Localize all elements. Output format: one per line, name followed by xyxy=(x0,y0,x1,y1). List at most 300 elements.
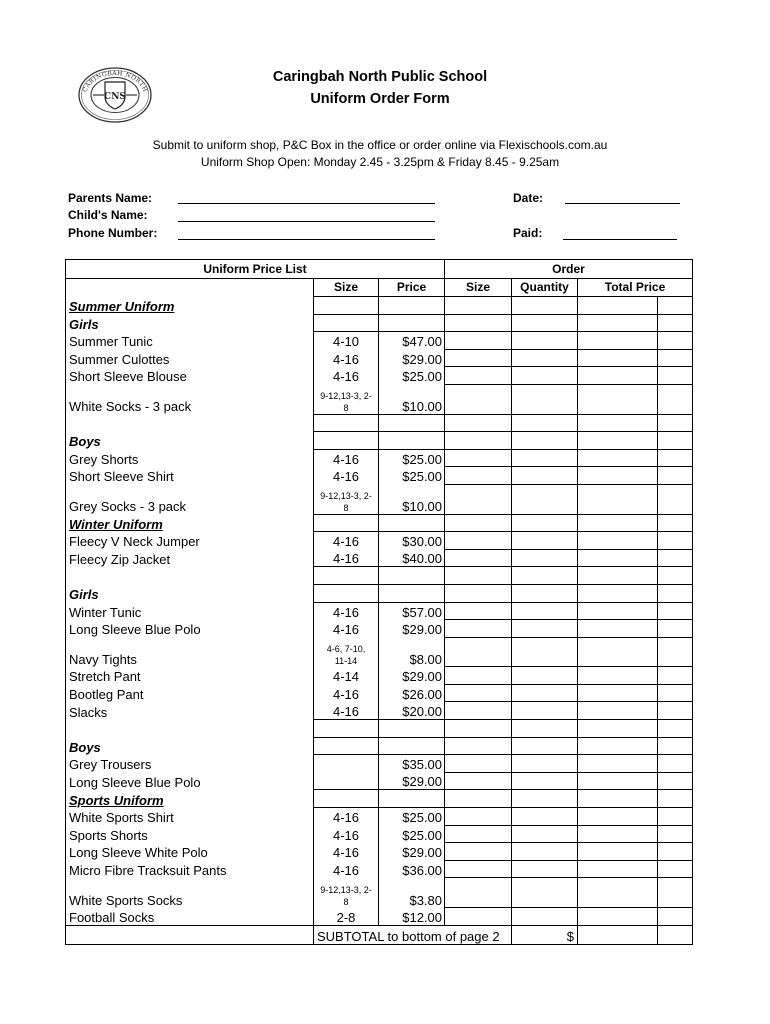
quantity-cell[interactable] xyxy=(512,432,578,450)
item-name: Fleecy V Neck Jumper xyxy=(66,532,314,550)
order-size-cell[interactable] xyxy=(445,449,512,467)
price-cell: $40.00 xyxy=(379,549,445,567)
size-cell: 4-16 xyxy=(314,808,379,826)
total-price-cell[interactable] xyxy=(578,532,658,550)
group-heading: Boys xyxy=(66,737,314,755)
total-price-cell[interactable] xyxy=(578,808,658,826)
total-price-extra-cell[interactable] xyxy=(658,349,693,367)
price-column-header: Price xyxy=(379,279,445,297)
item-name: White Sports Shirt xyxy=(66,808,314,826)
price-cell xyxy=(379,584,445,602)
total-price-extra-cell[interactable] xyxy=(658,467,693,485)
total-price-extra-cell[interactable] xyxy=(658,702,693,720)
total-price-cell[interactable] xyxy=(578,414,658,432)
form-title: Uniform Order Form xyxy=(310,91,450,107)
quantity-cell[interactable] xyxy=(512,314,578,332)
total-price-cell[interactable] xyxy=(578,825,658,843)
order-size-cell[interactable] xyxy=(445,755,512,773)
group-row xyxy=(66,584,693,602)
price-cell xyxy=(379,297,445,315)
quantity-cell[interactable] xyxy=(512,367,578,385)
total-price-extra-cell[interactable] xyxy=(658,332,693,350)
price-cell xyxy=(379,514,445,532)
total-price-extra-cell[interactable] xyxy=(658,549,693,567)
price-cell: $25.00 xyxy=(379,467,445,485)
total-price-extra-cell[interactable] xyxy=(658,432,693,450)
size-cell: 4-16 xyxy=(314,349,379,367)
order-size-cell[interactable] xyxy=(445,843,512,861)
order-size-cell[interactable] xyxy=(445,790,512,808)
parents-name-field[interactable] xyxy=(178,189,435,204)
item-name: Grey Socks - 3 pack xyxy=(66,484,314,514)
item-name: Slacks xyxy=(66,702,314,720)
total-price-extra-cell[interactable] xyxy=(658,637,693,667)
price-cell: $26.00 xyxy=(379,684,445,702)
order-size-cell[interactable] xyxy=(445,620,512,638)
size-cell: 4-14 xyxy=(314,667,379,685)
size-cell xyxy=(314,384,379,414)
total-price-extra-cell[interactable] xyxy=(658,860,693,878)
item-name: Short Sleeve Shirt xyxy=(66,467,314,485)
total-price-cell[interactable] xyxy=(578,367,658,385)
quantity-cell[interactable] xyxy=(512,414,578,432)
total-price-extra-cell[interactable] xyxy=(658,414,693,432)
quantity-cell[interactable] xyxy=(512,772,578,790)
quantity-cell[interactable] xyxy=(512,467,578,485)
total-price-extra-cell[interactable] xyxy=(658,720,693,738)
price-cell: $20.00 xyxy=(379,702,445,720)
size-cell xyxy=(314,790,379,808)
total-price-cell[interactable] xyxy=(578,332,658,350)
price-cell: $29.00 xyxy=(379,667,445,685)
size-cell: 4-16 xyxy=(314,602,379,620)
price-cell: $57.00 xyxy=(379,602,445,620)
price-cell: $10.00 xyxy=(379,384,445,414)
item-row xyxy=(66,367,693,385)
item-name: Grey Shorts xyxy=(66,449,314,467)
item-row xyxy=(66,637,693,667)
item-row xyxy=(66,908,693,926)
price-list-heading: Uniform Price List xyxy=(66,260,445,279)
total-price-extra-cell[interactable] xyxy=(658,620,693,638)
quantity-cell[interactable] xyxy=(512,602,578,620)
section-row xyxy=(66,790,693,808)
item-column-header xyxy=(66,279,314,297)
group-row xyxy=(66,737,693,755)
order-size-cell[interactable] xyxy=(445,808,512,826)
size-cell: 4-16 xyxy=(314,843,379,861)
size-cell: 2-8 xyxy=(314,908,379,926)
total-price-cell[interactable] xyxy=(578,843,658,861)
size-cell xyxy=(314,772,379,790)
total-price-extra-cell[interactable] xyxy=(658,449,693,467)
size-cell xyxy=(314,484,379,514)
subtotal-total-cell[interactable] xyxy=(578,925,658,944)
item-name: Short Sleeve Blouse xyxy=(66,367,314,385)
price-cell xyxy=(379,720,445,738)
total-price-cell[interactable] xyxy=(578,514,658,532)
item-name: Summer Culottes xyxy=(66,349,314,367)
school-logo xyxy=(77,66,153,124)
childs-name-label: Child's Name: xyxy=(68,208,148,222)
order-size-cell[interactable] xyxy=(445,467,512,485)
subtotal-extra-cell[interactable] xyxy=(658,925,693,944)
order-size-cell[interactable] xyxy=(445,384,512,414)
item-row xyxy=(66,449,693,467)
quantity-cell[interactable] xyxy=(512,808,578,826)
section-heading: Sports Uniform xyxy=(66,790,314,808)
order-size-cell[interactable] xyxy=(445,432,512,450)
order-heading: Order xyxy=(445,260,693,279)
order-size-cell[interactable] xyxy=(445,332,512,350)
size-cell xyxy=(314,720,379,738)
quantity-cell[interactable] xyxy=(512,384,578,414)
subtotal-currency: $ xyxy=(512,925,578,944)
total-price-cell[interactable] xyxy=(578,720,658,738)
quantity-cell[interactable] xyxy=(512,737,578,755)
total-price-extra-cell[interactable] xyxy=(658,484,693,514)
total-price-cell[interactable] xyxy=(578,384,658,414)
price-cell xyxy=(379,414,445,432)
total-price-cell[interactable] xyxy=(578,567,658,585)
order-size-cell[interactable] xyxy=(445,637,512,667)
quantity-cell[interactable] xyxy=(512,684,578,702)
quantity-column-header: Quantity xyxy=(512,279,578,297)
size-cell: 4-16 xyxy=(314,702,379,720)
quantity-cell[interactable] xyxy=(512,532,578,550)
date-label: Date: xyxy=(513,191,544,205)
total-price-extra-cell[interactable] xyxy=(658,584,693,602)
total-price-cell[interactable] xyxy=(578,908,658,926)
quantity-cell[interactable] xyxy=(512,720,578,738)
quantity-cell[interactable] xyxy=(512,702,578,720)
blank-row xyxy=(66,414,693,432)
price-cell: $47.00 xyxy=(379,332,445,350)
order-table xyxy=(65,259,693,945)
total-price-extra-cell[interactable] xyxy=(658,908,693,926)
item-name: Winter Tunic xyxy=(66,602,314,620)
order-size-cell[interactable] xyxy=(445,720,512,738)
section-heading: Summer Uniform xyxy=(66,297,314,315)
quantity-cell[interactable] xyxy=(512,449,578,467)
subtotal-row xyxy=(66,925,693,944)
price-cell: $29.00 xyxy=(379,349,445,367)
total-price-extra-cell[interactable] xyxy=(658,602,693,620)
price-cell xyxy=(379,567,445,585)
price-cell: $3.80 xyxy=(379,878,445,908)
total-price-extra-cell[interactable] xyxy=(658,314,693,332)
order-size-cell[interactable] xyxy=(445,414,512,432)
item-row xyxy=(66,384,693,414)
total-price-cell[interactable] xyxy=(578,667,658,685)
price-cell xyxy=(379,790,445,808)
item-name: White Sports Socks xyxy=(66,878,314,908)
item-row xyxy=(66,755,693,773)
price-cell: $25.00 xyxy=(379,808,445,826)
item-row xyxy=(66,825,693,843)
size-column-header: Size xyxy=(314,279,379,297)
size-cell: 4-16 xyxy=(314,825,379,843)
order-size-cell[interactable] xyxy=(445,667,512,685)
group-row xyxy=(66,432,693,450)
total-price-extra-cell[interactable] xyxy=(658,684,693,702)
order-size-cell[interactable] xyxy=(445,514,512,532)
instructions xyxy=(80,137,680,171)
item-row xyxy=(66,349,693,367)
section-row xyxy=(66,297,693,315)
order-size-cell[interactable] xyxy=(445,549,512,567)
size-cell: 4-16 xyxy=(314,367,379,385)
size-range-text: 9-12,13-3, 2-8 xyxy=(320,884,372,907)
date-field[interactable] xyxy=(565,189,680,204)
quantity-cell[interactable] xyxy=(512,584,578,602)
total-price-extra-cell[interactable] xyxy=(658,737,693,755)
page-title xyxy=(180,66,580,110)
item-name: Long Sleeve Blue Polo xyxy=(66,772,314,790)
order-size-cell[interactable] xyxy=(445,772,512,790)
phone-number-field[interactable] xyxy=(178,225,435,240)
total-price-cell[interactable] xyxy=(578,467,658,485)
size-cell: 4-16 xyxy=(314,532,379,550)
order-size-cell[interactable] xyxy=(445,684,512,702)
price-cell: $12.00 xyxy=(379,908,445,926)
size-cell xyxy=(314,432,379,450)
price-list-rows xyxy=(66,297,693,926)
subtotal-label: SUBTOTAL to bottom of page 2 xyxy=(314,925,512,944)
group-row xyxy=(66,314,693,332)
blank-row xyxy=(66,720,693,738)
item-row xyxy=(66,808,693,826)
size-cell xyxy=(314,314,379,332)
size-range-text: 4-6, 7-10, 11-14 xyxy=(326,643,366,666)
quantity-cell[interactable] xyxy=(512,637,578,667)
total-price-cell[interactable] xyxy=(578,737,658,755)
total-price-cell[interactable] xyxy=(578,755,658,773)
parents-name-label: Parents Name: xyxy=(68,191,153,205)
item-name: Navy Tights xyxy=(66,637,314,667)
total-price-cell[interactable] xyxy=(578,684,658,702)
total-price-extra-cell[interactable] xyxy=(658,532,693,550)
order-size-cell[interactable] xyxy=(445,314,512,332)
quantity-cell[interactable] xyxy=(512,514,578,532)
total-price-cell[interactable] xyxy=(578,878,658,908)
price-cell: $8.00 xyxy=(379,637,445,667)
size-cell xyxy=(314,637,379,667)
item-row xyxy=(66,532,693,550)
order-size-cell[interactable] xyxy=(445,908,512,926)
empty-cell xyxy=(66,414,314,432)
item-name: Stretch Pant xyxy=(66,667,314,685)
order-size-column-header: Size xyxy=(445,279,512,297)
price-cell: $35.00 xyxy=(379,755,445,773)
order-size-cell[interactable] xyxy=(445,825,512,843)
total-price-cell[interactable] xyxy=(578,772,658,790)
size-cell xyxy=(314,297,379,315)
order-size-cell[interactable] xyxy=(445,702,512,720)
size-cell xyxy=(314,878,379,908)
logo-monogram: CNS xyxy=(104,92,126,102)
total-price-cell[interactable] xyxy=(578,349,658,367)
total-price-extra-cell[interactable] xyxy=(658,567,693,585)
item-row xyxy=(66,878,693,908)
total-price-extra-cell[interactable] xyxy=(658,367,693,385)
size-range-text: 9-12,13-3, 2-8 xyxy=(320,390,372,413)
total-price-cell[interactable] xyxy=(578,860,658,878)
total-price-cell[interactable] xyxy=(578,449,658,467)
column-header-row xyxy=(66,279,693,297)
total-price-cell[interactable] xyxy=(578,484,658,514)
total-price-cell[interactable] xyxy=(578,297,658,315)
item-row xyxy=(66,332,693,350)
price-cell: $25.00 xyxy=(379,825,445,843)
total-price-column-header: Total Price xyxy=(578,279,693,297)
price-cell: $25.00 xyxy=(379,449,445,467)
price-cell: $29.00 xyxy=(379,843,445,861)
empty-cell xyxy=(66,567,314,585)
total-price-extra-cell[interactable] xyxy=(658,808,693,826)
order-size-cell[interactable] xyxy=(445,878,512,908)
blank-row xyxy=(66,567,693,585)
item-name: Bootleg Pant xyxy=(66,684,314,702)
school-name: Caringbah North Public School xyxy=(272,69,488,85)
order-size-cell[interactable] xyxy=(445,860,512,878)
total-price-cell[interactable] xyxy=(578,637,658,667)
order-size-cell[interactable] xyxy=(445,349,512,367)
quantity-cell[interactable] xyxy=(512,825,578,843)
item-row xyxy=(66,860,693,878)
total-price-extra-cell[interactable] xyxy=(658,384,693,414)
total-price-extra-cell[interactable] xyxy=(658,825,693,843)
price-cell: $36.00 xyxy=(379,860,445,878)
quantity-cell[interactable] xyxy=(512,332,578,350)
quantity-cell[interactable] xyxy=(512,549,578,567)
total-price-cell[interactable] xyxy=(578,602,658,620)
quantity-cell[interactable] xyxy=(512,878,578,908)
size-cell xyxy=(314,567,379,585)
quantity-cell[interactable] xyxy=(512,349,578,367)
group-heading: Boys xyxy=(66,432,314,450)
section-heading: Winter Uniform xyxy=(66,514,314,532)
price-cell: $25.00 xyxy=(379,367,445,385)
order-size-cell[interactable] xyxy=(445,484,512,514)
item-row xyxy=(66,702,693,720)
total-price-extra-cell[interactable] xyxy=(658,790,693,808)
price-cell: $29.00 xyxy=(379,620,445,638)
item-row xyxy=(66,620,693,638)
item-name: Grey Trousers xyxy=(66,755,314,773)
item-row xyxy=(66,667,693,685)
size-cell: 4-16 xyxy=(314,860,379,878)
shop-hours: Uniform Shop Open: Monday 2.45 - 3.25pm & Friday 8.45 - 9.25am xyxy=(200,155,560,169)
size-cell: 4-16 xyxy=(314,449,379,467)
price-cell xyxy=(379,737,445,755)
paid-label: Paid: xyxy=(513,226,543,240)
item-row xyxy=(66,684,693,702)
paid-field[interactable] xyxy=(563,225,677,240)
size-cell: 4-16 xyxy=(314,467,379,485)
item-name: Sports Shorts xyxy=(66,825,314,843)
price-cell: $30.00 xyxy=(379,532,445,550)
quantity-cell[interactable] xyxy=(512,620,578,638)
group-heading: Girls xyxy=(66,314,314,332)
quantity-cell[interactable] xyxy=(512,484,578,514)
quantity-cell[interactable] xyxy=(512,567,578,585)
order-size-cell[interactable] xyxy=(445,584,512,602)
empty-cell xyxy=(66,720,314,738)
total-price-cell[interactable] xyxy=(578,432,658,450)
size-cell xyxy=(314,584,379,602)
empty-cell xyxy=(66,925,314,944)
total-price-cell[interactable] xyxy=(578,549,658,567)
total-price-extra-cell[interactable] xyxy=(658,755,693,773)
order-size-cell[interactable] xyxy=(445,737,512,755)
size-cell xyxy=(314,737,379,755)
item-name: Fleecy Zip Jacket xyxy=(66,549,314,567)
total-price-extra-cell[interactable] xyxy=(658,667,693,685)
size-cell xyxy=(314,755,379,773)
quantity-cell[interactable] xyxy=(512,908,578,926)
total-price-extra-cell[interactable] xyxy=(658,514,693,532)
price-cell: $29.00 xyxy=(379,772,445,790)
size-cell: 4-16 xyxy=(314,549,379,567)
quantity-cell[interactable] xyxy=(512,667,578,685)
item-row xyxy=(66,772,693,790)
quantity-cell[interactable] xyxy=(512,755,578,773)
item-row xyxy=(66,484,693,514)
size-cell: 4-16 xyxy=(314,684,379,702)
submit-instructions: Submit to uniform shop, P&C Box in the office or order online via Flexischools.com.au xyxy=(152,138,608,152)
subtotal-section xyxy=(66,925,693,944)
quantity-cell[interactable] xyxy=(512,790,578,808)
price-cell xyxy=(379,314,445,332)
price-cell: $10.00 xyxy=(379,484,445,514)
item-row xyxy=(66,467,693,485)
item-name: Long Sleeve Blue Polo xyxy=(66,620,314,638)
total-price-extra-cell[interactable] xyxy=(658,772,693,790)
section-row xyxy=(66,514,693,532)
logo-ring-text: CARINGBAH NORTH xyxy=(81,69,149,94)
group-heading: Girls xyxy=(66,584,314,602)
order-size-cell[interactable] xyxy=(445,567,512,585)
item-name: Long Sleeve White Polo xyxy=(66,843,314,861)
total-price-cell[interactable] xyxy=(578,314,658,332)
item-name: Football Socks xyxy=(66,908,314,926)
order-size-cell[interactable] xyxy=(445,532,512,550)
childs-name-field[interactable] xyxy=(178,207,435,222)
total-price-cell[interactable] xyxy=(578,702,658,720)
item-name: White Socks - 3 pack xyxy=(66,384,314,414)
order-size-cell[interactable] xyxy=(445,297,512,315)
total-price-cell[interactable] xyxy=(578,584,658,602)
total-price-cell[interactable] xyxy=(578,790,658,808)
quantity-cell[interactable] xyxy=(512,860,578,878)
quantity-cell[interactable] xyxy=(512,843,578,861)
total-price-cell[interactable] xyxy=(578,620,658,638)
quantity-cell[interactable] xyxy=(512,297,578,315)
size-cell xyxy=(314,514,379,532)
item-row xyxy=(66,602,693,620)
item-name: Micro Fibre Tracksuit Pants xyxy=(66,860,314,878)
total-price-extra-cell[interactable] xyxy=(658,843,693,861)
total-price-extra-cell[interactable] xyxy=(658,878,693,908)
size-cell: 4-10 xyxy=(314,332,379,350)
phone-number-label: Phone Number: xyxy=(68,226,158,240)
total-price-extra-cell[interactable] xyxy=(658,297,693,315)
order-size-cell[interactable] xyxy=(445,367,512,385)
price-cell xyxy=(379,432,445,450)
item-name: Summer Tunic xyxy=(66,332,314,350)
order-size-cell[interactable] xyxy=(445,602,512,620)
